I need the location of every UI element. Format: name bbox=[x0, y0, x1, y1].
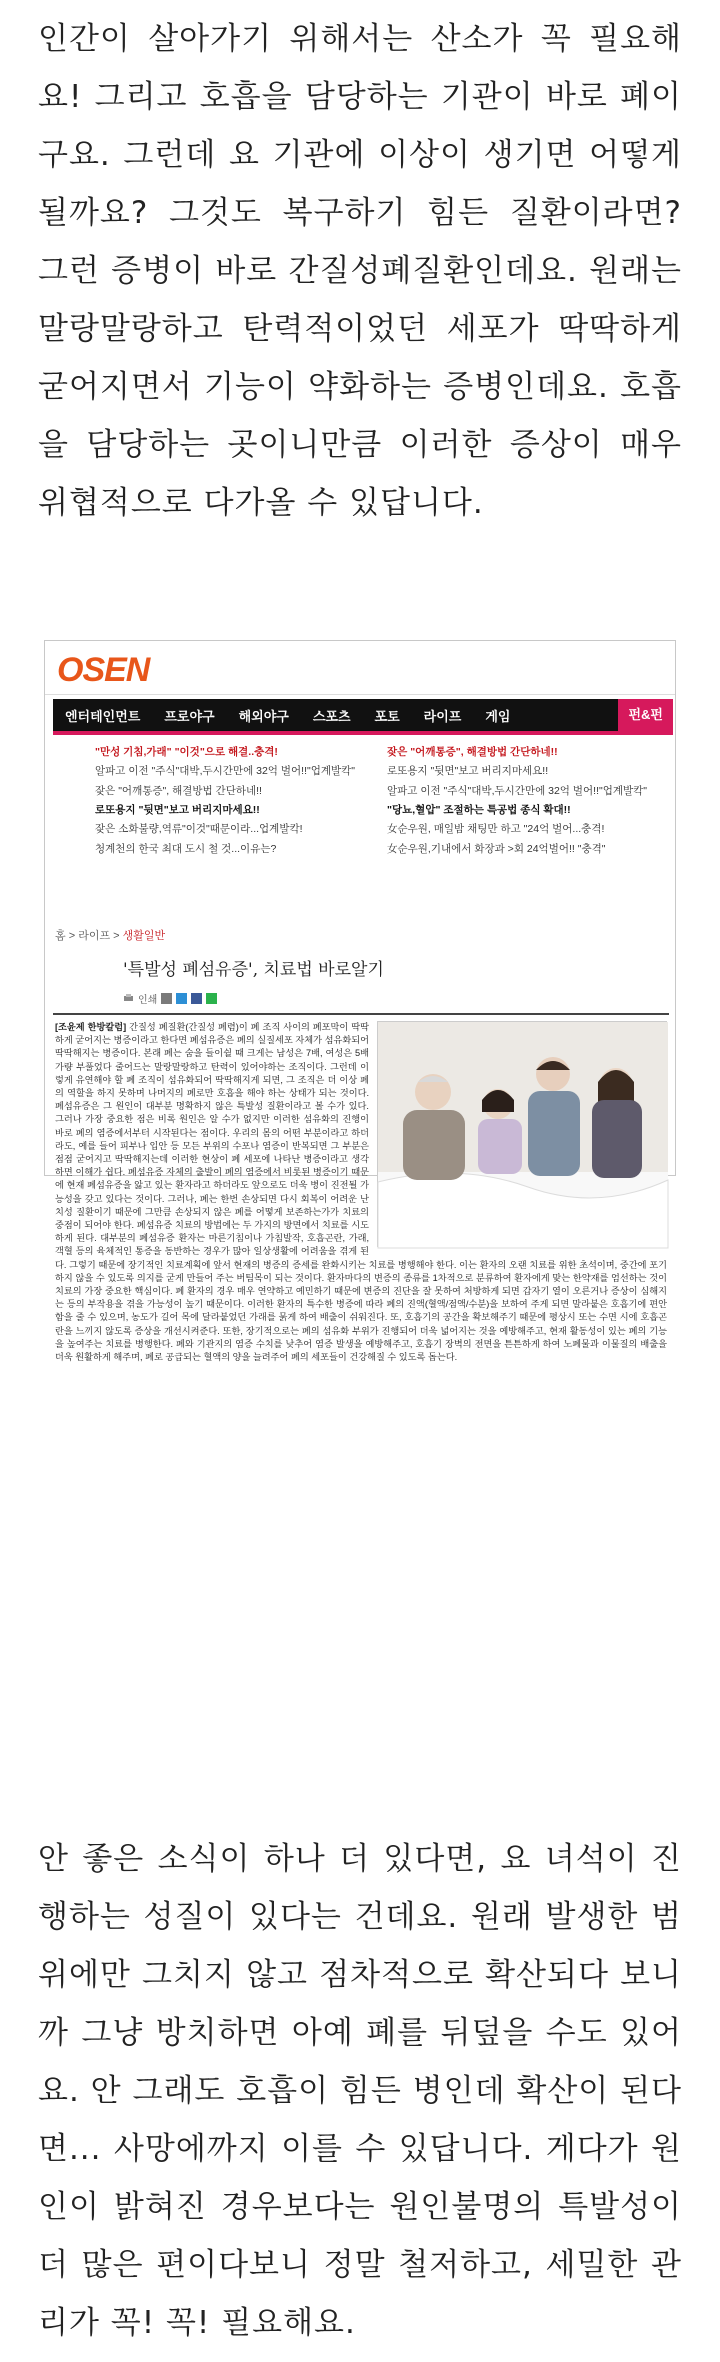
title-rule bbox=[53, 1013, 669, 1015]
family-photo-illustration bbox=[378, 1022, 668, 1248]
facebook-share-icon[interactable] bbox=[191, 993, 202, 1004]
article-screenshot bbox=[44, 640, 676, 1363]
headline-ads bbox=[95, 745, 665, 861]
kakao-share-icon[interactable] bbox=[206, 993, 217, 1004]
print-label[interactable]: 인쇄 bbox=[138, 995, 158, 1006]
breadcrumb-category[interactable]: 생활일반 bbox=[122, 930, 166, 942]
intro-paragraph: 인간이 살아가기 위해서는 산소가 꼭 필요해요! 그리고 호흡을 담당하는 기관이 바로 폐이구요. 그런데 요 기관에 이상이 생기면 어떻게 될까요? 그것도 복구하기 힘든 질환이라면? 그런 증병이 바로 간질성폐질환인데요. 원래는 말랑말랑하고 탄력적이었던 세포가 딱딱하게 굳어지면서 기능이 약화하는 증병인데요. 호흡을 담당하는 곳이니만큼 이러한 증상이 매우 위협적으로 다가올 수 있답니다. bbox=[38, 21, 682, 521]
print-icon[interactable] bbox=[123, 993, 134, 1004]
headline-link[interactable]: 알파고 이전 "주식"대박,두시간만에 32억 벌어!!"업계발칵" bbox=[95, 765, 356, 778]
headline-link[interactable]: 잦은 소화불량,역류"이것"때문이라...업계발칵! bbox=[95, 823, 303, 836]
article-tools bbox=[123, 991, 217, 1006]
article-body-text: 간질성 폐질환(간질성 폐렴)이 폐 조직 사이의 폐포막이 딱딱하게 굳어지는 병증이라고 한다면 폐섬유증은 폐의 실질세포 자체가 섬유화되어 딱딱해지는 병증이다. 본래 폐는 숨을 들이쉴 때 크게는 남성은 7배, 여성은 5배 가량 부풀었다 줄어드는 말랑말랑하고 탄력이 있어야하는 조직이다. 그런데 이렇게 유연해야 할 폐 조직이 섬유화되어 딱딱해지게 되면, 그 조직은 더 이상 폐의 역할을 하지 못하며 나머지의 폐로만 호흡을 해야 하는 상태가 되는 것이다. 폐섬유증은 그 원인이 대부분 명확하지 않은 특발성 질환이라고 볼 수가 있다. 그러나 가장 중요한 점은 비록 원인은 알 수가 없지만 이러한 섬유화의 진행이 바로 폐의 염증에서부터 시작된다는 점이다. 우리의 몸의 어떤 부분이라고 하더라도, 예를 들어 피부나 입안 등 모든 부위의 수포나 염증이 반복되면 그 부분은 점점 굳어지고 딱딱해지는데 이러한 현상이 폐 세포에 나타난 병증이라고 생각하면 이해가 쉽다. 폐섬유증 자체의 출발이 폐의 염증에서 비롯된 병증이기 때문에 현재 폐섬유증을 앓고 있는 환자라고 하더라도 앞으로도 더욱 병이 진전될 가능성을 갖고 있다는 것이다. 그러나, 폐는 한번 손상되면 다시 회복이 어려운 난치성 질환이기 때문에 그만큼 손상되지 않은 폐를 어떻게 보존하는가가 치료의 중점이 되어야 한다. 폐섬유증 치료의 방법에는 두 가지의 방면에서 치료를 시도하게 된다. 대부분의 폐섬유증 환자는 마른기침이나 가침발작, 호흡곤란, 가래, 객혈 등의 육체적인 통증을 동반하는 경우가 많아 일상생활에 어려움을 겪게 된다. 그렇기 때문에 장기적인 치료계획에 앞서 현재의 병증의 증세를 완화시키는 치료를 병행해야 한다. 이는 환자의 오랜 치료를 위한 초석이며, 중간에 포기하지 않을 수 있도록 의지를 굳게 만들어 주는 버팀목이 되는 것이다. 환자마다의 변증의 종류를 1차적으로 분류하여 환자에게 맞는 한약재를 엄선하는 것이 치료의 가장 중요한 핵심이다. 폐 환자의 경우 매우 연약하고 예민하기 때문에 변증의 진단을 잘 못하여 처방하게 되면 갑자기 열이 오른거나 증상이 심해지는 등의 부작용을 겪을 가능성이 높기 때문이다. 이러한 환자의 특수한 병증에 따라 폐의 진액(혈액/점액/수분)을 보하여 주게 되면 말라붙은 호흡기에 편안함을 줄 수 있으며, 농도가 길어 목에 달라붙었던 가래를 묽게 하여 배출이 쉬워진다. 또, 호흡기의 공간을 확보해주기 때문에 평상시 또는 수면 시에 호흡곤란을 느끼지 않도록 증상을 개선시켜준다. 또한, 장기적으로는 폐의 섬유화 부위가 진행되어 더욱 넓어지는 것을 예방해주고, 현재 활동성이 있는 폐의 기능을 높여주는 치료를 병행한다. 폐와 기관지의 염증 수치를 낮추어 염증 발생을 예방해주고, 호흡기 장벽의 전면을 튼튼하게 하여 노폐물과 이물질의 배출을 더욱 원활하게 해주며, 폐로 공급되는 혈액의 양을 늘려주어 폐의 세포들이 건강해질 수 있도록 돕는다. bbox=[55, 1022, 667, 1363]
headline-link[interactable]: 로또용지 "뒷면"보고 버리지마세요!! bbox=[95, 803, 260, 816]
headline-link[interactable]: 잦은 "어깨통증", 해결방법 간단하네!! bbox=[387, 746, 558, 758]
nav-item-life[interactable]: 라이프 bbox=[423, 708, 462, 724]
nav-item-sports[interactable]: 스포츠 bbox=[312, 708, 351, 724]
byline: [조윤제 한방칼럼] bbox=[55, 1022, 127, 1032]
nav-item-entertainment[interactable]: 엔터테인먼트 bbox=[65, 708, 141, 724]
headline-link[interactable]: 알파고 이전 "주식"대박,두시간만에 32억 벌어!!"업계발칵" bbox=[387, 784, 648, 797]
headline-link[interactable]: 女순우원, 매일밤 채팅만 하고 "24억 벌어...충격! bbox=[387, 823, 605, 836]
outro-paragraph: 안 좋은 소식이 하나 더 있다면, 요 녀석이 진행하는 성질이 있다는 건데요. 원래 발생한 범위에만 그치지 않고 점차적으로 확산되다 보니까 그냥 방치하면 아예 폐를 뒤덮을 수도 있어요. 안 그래도 호흡이 힘든 병인데 확산이 된다면... 사망에까지 이를 수 있답니다. 게다가 원인이 밝혀진 경우보다는 원인불명의 특발성이 더 많은 편이다보니 정말 철저하고, 세밀한 관리가 꼭! 꼭! 필요해요. bbox=[38, 1841, 682, 2341]
article-header bbox=[45, 641, 675, 695]
osen-logo: OSEN bbox=[57, 651, 150, 689]
nav-item-fun[interactable]: 펀&펀 bbox=[618, 699, 673, 731]
headline-link[interactable]: 잦은 "어깨통증", 해결방법 간단하네!! bbox=[95, 784, 262, 797]
family-photo bbox=[377, 1021, 667, 1247]
nav-item-game[interactable]: 게임 bbox=[485, 708, 511, 724]
headline-link[interactable]: 청계천의 한국 최대 도시 철 것...이유는? bbox=[95, 842, 277, 855]
headline-link[interactable]: "만성 기침,가래" "이것"으로 해결..충격! bbox=[95, 746, 278, 758]
nav-item-overseas-baseball[interactable]: 해외야구 bbox=[238, 708, 289, 724]
nav-item-baseball[interactable]: 프로야구 bbox=[164, 708, 215, 724]
nav-item-photo[interactable]: 포토 bbox=[374, 708, 400, 724]
breadcrumb-life[interactable]: 라이프 bbox=[78, 930, 111, 942]
article-navbar bbox=[53, 699, 673, 731]
headline-link[interactable]: "당뇨,혈압" 조절하는 특공법 종식 확대!! bbox=[387, 803, 571, 816]
headline-link[interactable]: 女순우원,기내에서 화장과 >회 24억벌어!! "충격" bbox=[387, 842, 606, 855]
article-body bbox=[55, 1021, 667, 1364]
twitter-share-icon[interactable] bbox=[176, 993, 187, 1004]
breadcrumb: 홈 > 라이프 > 생활일반 bbox=[55, 930, 166, 942]
email-share-icon[interactable] bbox=[161, 993, 172, 1004]
headline-link[interactable]: 로또용지 "뒷면"보고 버리지마세요!! bbox=[387, 765, 549, 778]
article-title: '특발성 폐섬유증', 치료법 바로알기 bbox=[123, 960, 384, 980]
breadcrumb-home[interactable]: 홈 bbox=[55, 930, 66, 942]
nav-divider bbox=[53, 731, 673, 735]
